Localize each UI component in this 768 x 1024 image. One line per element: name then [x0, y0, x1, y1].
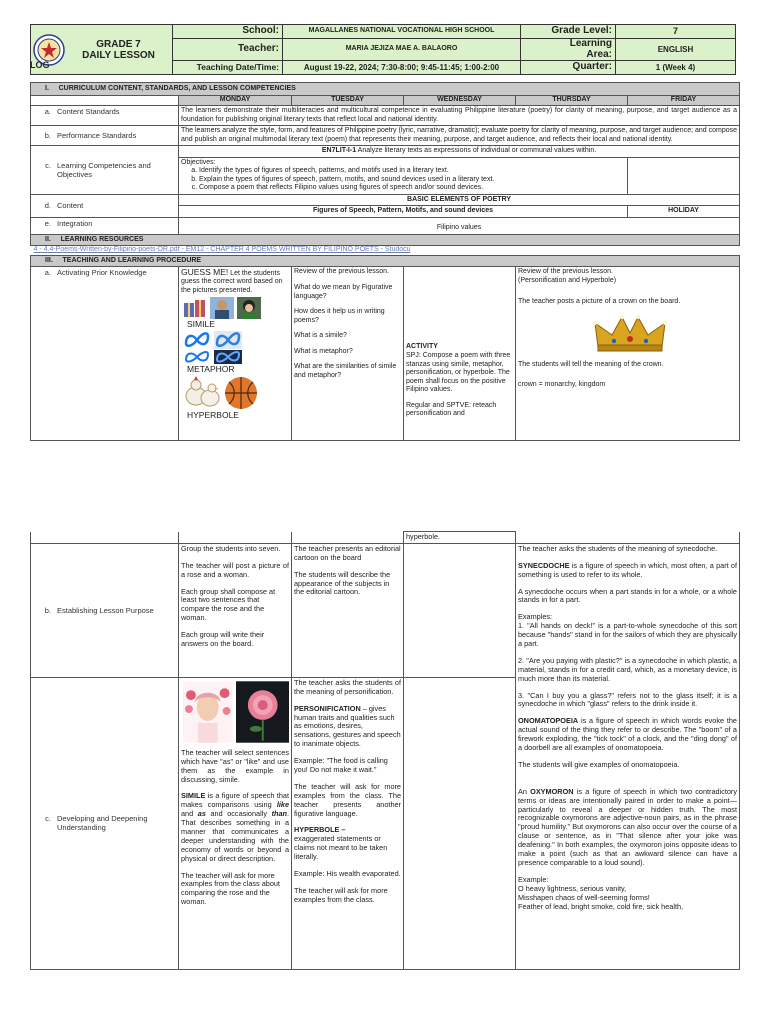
hyperbole-example: Example: His wealth evaporated. [294, 869, 401, 879]
oxymoron-definition: is a figure of speech in which two contradictory terms or ideas are intentionally paired in order to make a point—particularly to reveal a deeper or hidden truth. The most recognizable oxymorons are adjective-noun pairs, as in the phrase "proud humility." But oxymorons can also occur over the course of a clause or sentence, as in "That silence after your joke was deafening." In both examples, the oxymoron joins opposite ideas to make a point (such as that an awkward silence can have a presence comparable to a loud sound). [518, 786, 738, 867]
row-content-standards [31, 106, 740, 126]
woman-with-roses-icon [183, 681, 233, 743]
content-subtopic: Figures of Speech, Pattern, Motifs, and sound devices [179, 206, 628, 218]
objective-item: b. Explain the types of figures of speech, pattern, motifs, and sound devices used in a literary text. [199, 176, 625, 185]
row-label: Performance Standards [57, 131, 137, 141]
lesson-table-page2 [30, 531, 740, 970]
meta-logo-icon [214, 350, 242, 364]
day-friday: FRIDAY [628, 96, 740, 106]
learning-area-label-line1: Learning [569, 38, 612, 49]
days-header-row [31, 96, 740, 106]
row-label: Content [57, 201, 84, 211]
synecdoche-explanation: A synecdoche occurs when a part stands in for a whole, or a whole stands in for a part. [518, 586, 737, 605]
competency-code-cell [179, 146, 740, 158]
metaphor-label: METAPHOR [187, 363, 235, 374]
oxymoron-term: OXYMORON [530, 786, 574, 796]
activating-monday [179, 267, 292, 441]
header-table [30, 24, 736, 75]
row-label: Establishing Lesson Purpose [57, 605, 154, 615]
row-activating-prior-knowledge [31, 267, 740, 441]
objectives-heading: Objectives: [181, 158, 216, 166]
day-thursday: THURSDAY [516, 96, 628, 106]
teaching-date-label: Teaching Date/Time: [173, 61, 283, 75]
section-num: I. [45, 84, 49, 92]
school-label: School: [173, 25, 283, 39]
activity-reteach: Regular and SPTVE: reteach personification and [406, 401, 497, 418]
thursday-review-topics: (Personification and Hyperbole) [518, 276, 617, 284]
simile-definition-part: and occasionally [205, 809, 272, 819]
grade-level-value: 7 [616, 25, 736, 39]
tuesday-question: What do we mean by Figurative language? [294, 283, 393, 300]
day-wednesday: WEDNESDAY [404, 96, 516, 106]
monday-task: Each group will write their answers on the board. [181, 630, 265, 649]
oxymoron-example-heading: Example: [518, 874, 549, 884]
teacher-label: Teacher: [173, 39, 283, 61]
learning-area-value: ENGLISH [616, 39, 736, 61]
row-num: c. [45, 160, 51, 170]
tuesday-question: What is metaphor? [294, 347, 353, 355]
activating-tuesday [292, 267, 404, 441]
content-topic: BASIC ELEMENTS OF POETRY [179, 194, 740, 206]
onomatopoeia-task: The students will give examples of onomatopoeia. [518, 759, 680, 769]
meta-logo-icon [214, 331, 242, 349]
row-num: e. [44, 218, 51, 228]
basketball-icon [224, 376, 258, 410]
personification-example: Example: "The food is calling you! Do not make it wait." [294, 756, 388, 775]
onomatopoeia-definition: is a figure of speech in which words evoke the actual sound of the thing they refer to or describe. The "boom" of a firework exploding, the "tick tock" of a clock, and the "ding dong" of a doorbell are all examples of onomatopoeia. [518, 716, 737, 753]
day-tuesday: TUESDAY [292, 96, 404, 106]
row-num: a. [44, 107, 51, 116]
rose-icon [236, 681, 289, 743]
monday-task: The teacher will post a picture of a rose and a woman. [181, 560, 289, 579]
synecdoche-question: The teacher asks the students of the meaning of synecdoche. [518, 543, 718, 553]
learning-area-label [521, 39, 616, 61]
developing-monday [179, 677, 292, 969]
thursday-crown-task: The students will tell the meaning of the crown. [518, 360, 664, 368]
rose-woman-pictures [183, 681, 289, 743]
activity-instructions: SPJ: Compose a poem with three stanzas using simile, metaphor, personification, or hyperbole. The poem shall focus on the positive Filipino values. [406, 351, 511, 394]
section-curriculum [31, 83, 740, 96]
row-num: b. [44, 131, 51, 141]
simile-definition-part: and [181, 809, 198, 819]
row-integration [31, 217, 740, 234]
personification-more-examples: The teacher will ask for more examples from the class. The teacher presents another figurative language. [294, 781, 401, 818]
school-value: MAGALLANES NATIONAL VOCATIONAL HIGH SCHOOL [283, 25, 521, 39]
personification-question: The teacher asks the students of the meaning of personification. [294, 677, 401, 696]
learning-area-label-line2: Area: [586, 48, 612, 60]
holiday-label: HOLIDAY [628, 206, 740, 218]
row-num: c. [45, 814, 51, 824]
wednesday-continuation: hyperbole. [404, 532, 516, 544]
lesson-table-page1 [30, 82, 740, 441]
day-monday: MONDAY [179, 96, 292, 106]
teacher-value: MARIA JEJIZA MAE A. BALAORO [283, 39, 521, 61]
resource-link[interactable]: 4 - 4.4-Poems-Written-by-Filipino-poets-DR.pdf - EM12 - CHAPTER 4 POEMS WRITTEN BY FILIPINO POETS - Studocu [33, 246, 411, 254]
section-title: LEARNING RESOURCES [60, 235, 144, 243]
establishing-tuesday [292, 543, 404, 677]
establishing-monday [179, 543, 292, 677]
synecdoche-example: 2. "Are you paying with plastic?" is a synecdoche in which plastic, a material, stands in for a credit card, which, as a monetary device, is much more than its material. [518, 655, 737, 683]
content-standards-text: The learners demonstrate their multiliteracies and multicultural competence in evaluating Philippine literature (poetry) for clarity of meaning, purpose, and target audience as a foundation for publishing original literary texts that reflect local and national identity. [179, 106, 740, 126]
simile-keyword: as [197, 809, 206, 819]
section-num: II. [45, 235, 51, 243]
synecdoche-definition: is a figure of speech in which, most often, a part of something is used to refer to its whole. [518, 560, 737, 579]
row-performance-standards [31, 126, 740, 146]
tuesday-task: The teacher presents an editorial cartoon on the board [294, 543, 401, 562]
row-num: a. [44, 268, 51, 278]
thursday-crown-meaning: crown = monarchy, kingdom [518, 381, 606, 389]
row-establishing-purpose [31, 543, 740, 677]
oxymoron-prefix: An [518, 786, 531, 796]
thursday-crown-intro: The teacher posts a picture of a crown on the board. [518, 297, 681, 305]
hyperbole-more-examples: The teacher will ask for more examples from the class. [294, 885, 388, 904]
section-resources [31, 234, 740, 246]
doc-title-log: LOG [30, 60, 50, 70]
hyperbole-term: HYPERBOLE – [294, 825, 346, 835]
establishing-wednesday-empty [404, 543, 516, 677]
doc-title-grade: GRADE 7 [96, 38, 141, 50]
hyperbole-definition: exaggerated statements or claims not meant to be taken literally. [294, 834, 388, 862]
tuesday-question: What are the similarities of simile and metaphor? [294, 363, 397, 379]
simile-keyword: than [271, 809, 287, 819]
quarter-label: Quarter: [521, 61, 616, 75]
synecdoche-term: SYNECDOCHE [518, 560, 570, 570]
simile-more-examples: The teacher will ask for more examples from the class about comparing the rose and the woman. [181, 870, 280, 907]
activity-heading: ACTIVITY [406, 343, 438, 351]
guess-me-instructions: Let the students guess the correct word based on the pictures presented. [181, 270, 283, 294]
competency-code: EN7LIT-I-1 [321, 147, 357, 155]
teaching-date-value: August 19-22, 2024; 7:30-8:00; 9:45-11:45; 1:00-2:00 [283, 61, 521, 75]
hyperbole-label: HYPERBOLE [187, 410, 239, 421]
crown-picture [518, 313, 737, 357]
man-portrait-icon [210, 297, 234, 319]
integration-text: Filipino values [179, 217, 740, 234]
oxymoron-example-line: Feather of lead, bright smoke, cold fire, sick health, [518, 901, 684, 911]
meta-logo-icon [183, 350, 211, 364]
onomatopoeia-term: ONOMATOPOEIA [518, 716, 579, 726]
oxymoron-example-line: O heavy lightness, serious vanity, [518, 883, 627, 893]
developing-tuesday [292, 677, 404, 969]
row-label: Learning Competencies and Objectives [57, 160, 151, 179]
oxymoron-example-line: Misshapen chaos of well-seeming forms! [518, 892, 650, 902]
row-num: b. [44, 605, 51, 615]
row-label: Developing and Deepening Understanding [57, 814, 148, 833]
crown-icon [592, 313, 668, 353]
section-procedure [31, 255, 740, 267]
simile-definition-part: . That describes something in a manner that communicates a deeper understanding with the economy of words or beyond a physical or direct description. [181, 809, 289, 863]
objective-item: c. Compose a poem that reflects Filipino values using figures of speech and/or sound devices. [199, 184, 625, 193]
row-label: Content Standards [57, 107, 120, 116]
monday-task: Group the students into seven. [181, 543, 281, 553]
doc-title-dll: DAILY LESSON [82, 49, 155, 61]
synecdoche-example: 3. "Can I buy you a glass?" refers not to the glass itself; it is a synecdoche in which "glass" refers to the drink inside it. [518, 690, 737, 709]
metaphor-pictures [183, 331, 289, 349]
objective-item: a. Identify the types of figures of speech, patterns, and motifs used in a literary text. [199, 167, 625, 176]
grade-level-label: Grade Level: [521, 25, 616, 39]
row-resource-link [31, 246, 740, 256]
tuesday-review: Review of the previous lesson. [294, 268, 389, 276]
row-num: d. [44, 201, 51, 211]
row-content [31, 194, 740, 206]
simile-definition-part: is a figure of speech that makes comparisons using [181, 791, 289, 810]
thursday-figures-of-speech [516, 543, 740, 969]
metaphor-pictures-2 [183, 350, 289, 364]
activating-thursday [516, 267, 740, 441]
competency-text: Analyze literary texts as expressions of individual or communal values within. [357, 147, 597, 155]
section-title: CURRICULUM CONTENT, STANDARDS, AND LESSON COMPETENCIES [58, 84, 296, 92]
examples-heading: Examples: [518, 612, 553, 622]
chickens-icon [183, 376, 221, 410]
thursday-review: Review of the previous lesson. [518, 268, 613, 276]
header-title-cell [31, 25, 173, 75]
quarter-value: 1 (Week 4) [616, 61, 736, 75]
hyperbole-pictures [183, 376, 289, 410]
row-continuation [31, 532, 740, 544]
performance-standards-text: The learners analyze the style, form, and features of Philippine poetry (lyric, narrative, dramatic); evaluate poetry for clarity of meaning, purpose, and target audience; and compose and publish an original multimodal literary text (poem) that represents their meaning, purpose, and target audience, and reflects their local and national identity. [179, 126, 740, 146]
tuesday-task: The students will describe the appearance of the subjects in the editorial cartoon. [294, 569, 391, 597]
section-num: III. [45, 256, 53, 264]
anime-character-icon [237, 297, 261, 319]
personification-definition: – gives human traits and qualities such as emotions, desires, sensations, gestures and speech to inanimate objects. [294, 703, 401, 749]
simile-keyword: like [276, 800, 289, 810]
row-label: Integration [57, 218, 93, 228]
personification-term: PERSONIFICATION [294, 703, 361, 713]
section-title: TEACHING AND LEARNING PROCEDURE [62, 256, 202, 264]
simile-selection: The teacher will select sentences which have "as" or "like" and use them as the example in discussing, simile. [181, 747, 289, 784]
activating-wednesday [404, 267, 516, 441]
developing-wednesday-empty [404, 677, 516, 969]
objectives-cell [179, 157, 628, 194]
tuesday-question: What is a simile? [294, 332, 347, 340]
row-label: Activating Prior Knowledge [57, 268, 147, 278]
monday-task: Each group shall compose at least two sentences that compare the rose and the woman. [181, 586, 276, 623]
simile-term: SIMILE [181, 791, 206, 801]
objectives-friday-empty [628, 157, 740, 194]
tuesday-question: How does it help us in writing poems? [294, 308, 385, 324]
row-competency-code [31, 146, 740, 158]
simile-label: SIMILE [187, 318, 215, 329]
meta-logo-icon [183, 331, 211, 349]
synecdoche-example: 1. "All hands on deck!" is a part-to-whole synecdoche of this sort because "hands" stand in for the sailors of which they are physically a part. [518, 621, 737, 649]
simile-pictures [183, 297, 289, 319]
guess-me-title: GUESS ME! [181, 267, 229, 278]
gift-boxes-icon [183, 297, 207, 319]
